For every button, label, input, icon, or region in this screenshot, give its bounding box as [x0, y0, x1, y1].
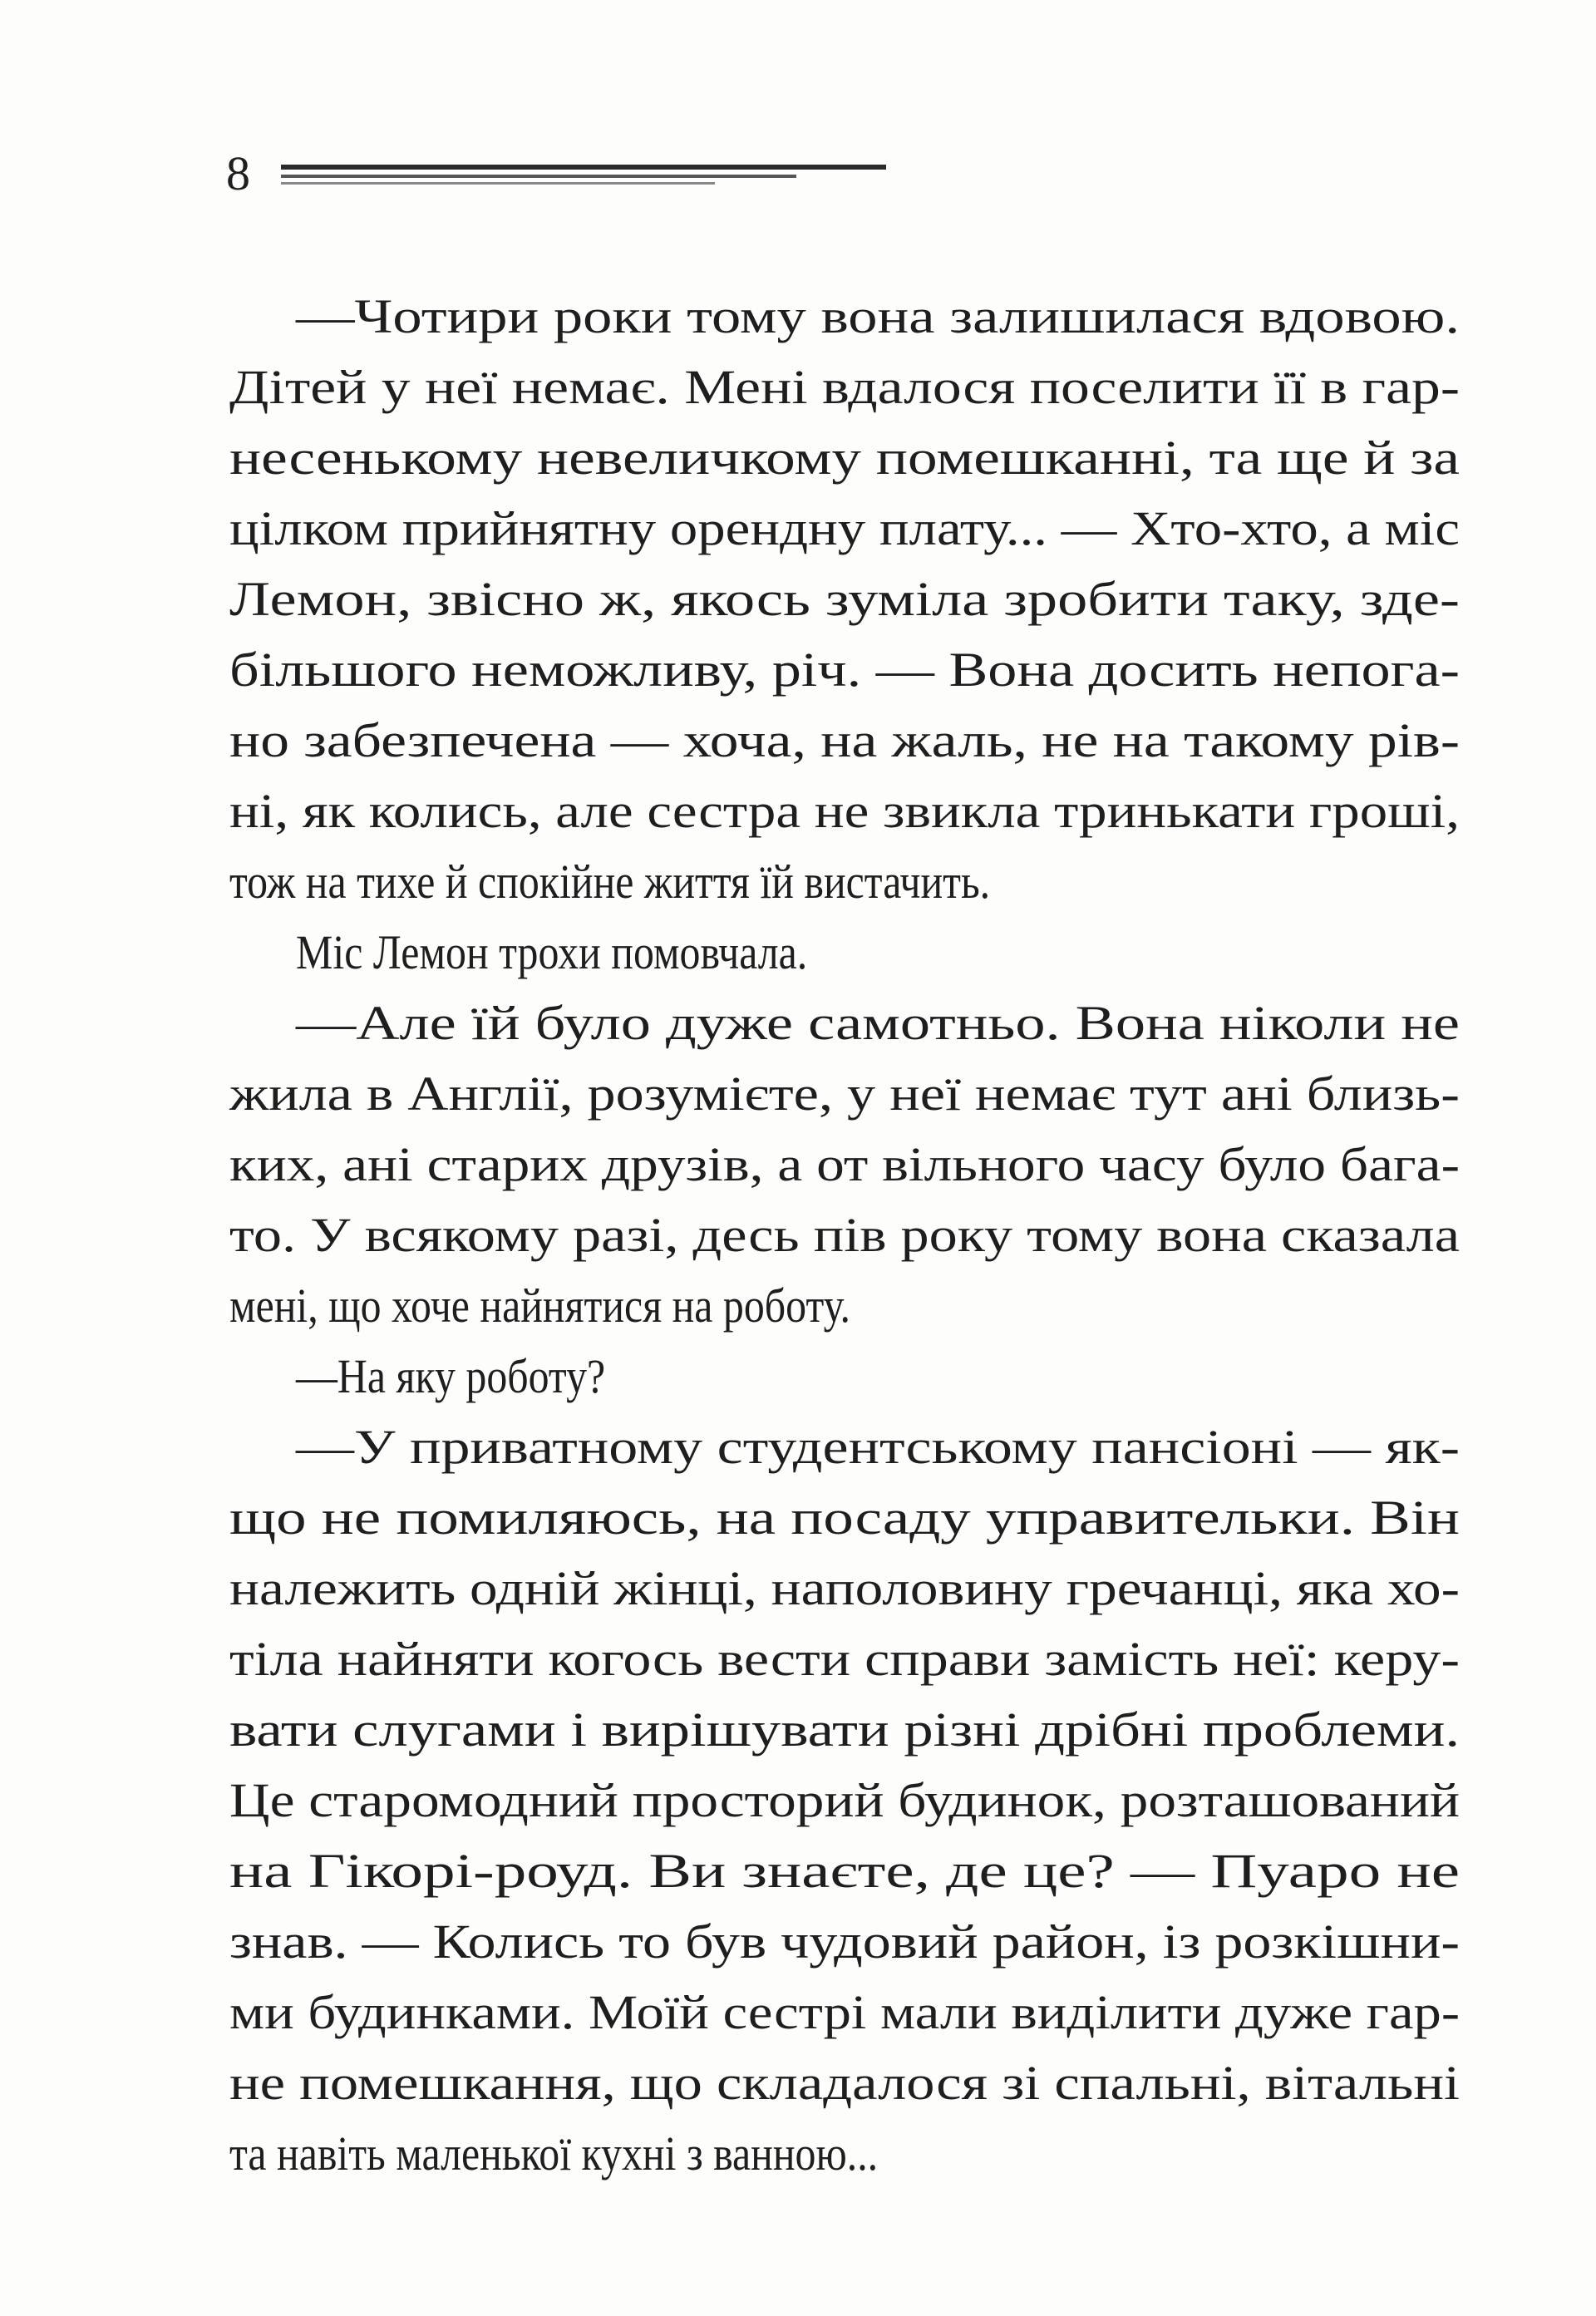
- text-line: [229, 2047, 1460, 2118]
- text-line: [229, 1694, 1460, 1765]
- text-line: [229, 1129, 1460, 1200]
- text-line-content: належить одній жінці, наполовину гречанці, яка хо-: [229, 1561, 1460, 1615]
- text-line: [229, 1906, 1460, 1977]
- text-line-content: цілком прийнятну орендну плату... — Хто-хто, а міс: [229, 501, 1460, 555]
- text-line-content: вати слугами і вирішувати різні дрібні проблеми.: [229, 1703, 1460, 1757]
- text-line: [229, 2118, 1460, 2189]
- header-rule: [281, 182, 715, 185]
- text-line: [229, 1058, 1460, 1129]
- text-line-content: тіла найняти когось вести справи замість неї: керу-: [229, 1632, 1460, 1686]
- text-line: [229, 1270, 1460, 1341]
- text-line-content: но забезпечена — хоча, на жаль, не на такому рів-: [229, 713, 1460, 767]
- text-line-content: —Чотири роки тому вона залишилася вдовою.: [296, 289, 1460, 343]
- text-line: [229, 917, 1460, 988]
- text-line: [229, 705, 1460, 776]
- text-line-content: Дітей у неї немає. Мені вдалося поселити її в гар-: [229, 360, 1460, 414]
- text-line-content: більшого неможливу, річ. — Вона досить непога-: [229, 643, 1460, 697]
- text-line-content: Це старомодний просторий будинок, розташований: [229, 1773, 1460, 1827]
- text-line: [229, 776, 1460, 846]
- text-line: [229, 1624, 1460, 1694]
- text-line-content: —На яку роботу?: [296, 1349, 606, 1403]
- text-line: [229, 564, 1460, 634]
- text-line: [229, 352, 1460, 422]
- text-line-content: що не помиляюсь, на посаду управительки. Він: [229, 1491, 1460, 1545]
- text-line: [229, 988, 1460, 1058]
- text-line: [229, 281, 1460, 352]
- text-line: [229, 1412, 1460, 1482]
- text-line-content: мені, що хоче найнятися на роботу.: [229, 1279, 851, 1333]
- text-line-content: тож на тихе й спокійне життя їй вистачить.: [229, 855, 991, 909]
- text-line: [229, 634, 1460, 705]
- page-number: 8: [226, 146, 250, 200]
- text-line: [229, 846, 1460, 917]
- text-line-content: знав. — Колись то був чудовий район, із розкішни-: [229, 1914, 1460, 1969]
- text-line-content: жила в Англії, розумієте, у неї немає тут ані близь-: [229, 1067, 1460, 1121]
- header-rule: [281, 175, 796, 178]
- text-line-content: на Гікорі-роуд. Ви знаєте, де це? — Пуаро не: [229, 1844, 1460, 1898]
- text-line: [229, 1341, 1460, 1412]
- header-rule: [281, 165, 886, 170]
- text-line-content: то. У всякому разі, десь пів року тому вона сказала: [229, 1208, 1460, 1262]
- text-line: [229, 1836, 1460, 1906]
- text-line: [229, 1553, 1460, 1624]
- text-line: [229, 1765, 1460, 1836]
- text-line: [229, 1200, 1460, 1270]
- text-line-content: ми будинками. Моїй сестрі мали виділити дуже гар-: [229, 1985, 1460, 2039]
- text-line: [229, 422, 1460, 493]
- text-line: [229, 493, 1460, 564]
- text-line-content: та навіть маленької кухні з ванною...: [229, 2126, 879, 2180]
- text-line-content: Міс Лемон трохи помовчала.: [296, 925, 808, 979]
- text-line-content: —Але їй було дуже самотньо. Вона ніколи не: [296, 996, 1460, 1050]
- text-line-content: —У приватному студентському пансіоні — як-: [296, 1420, 1460, 1474]
- text-line-content: несенькому невеличкому помешканні, та ще й за: [229, 431, 1460, 485]
- text-line-content: не помешкання, що складалося зі спальні, вітальні: [229, 2056, 1460, 2110]
- text-line-content: Лемон, звісно ж, якось зуміла зробити таку, зде-: [229, 572, 1460, 626]
- text-line-content: ких, ані старих друзів, а от вільного часу було бага-: [229, 1137, 1460, 1191]
- text-line-content: ні, як колись, але сестра не звикла тринькати гроші,: [229, 784, 1460, 838]
- text-line: [229, 1482, 1460, 1553]
- text-line: [229, 1977, 1460, 2047]
- body-text: [229, 281, 1460, 2189]
